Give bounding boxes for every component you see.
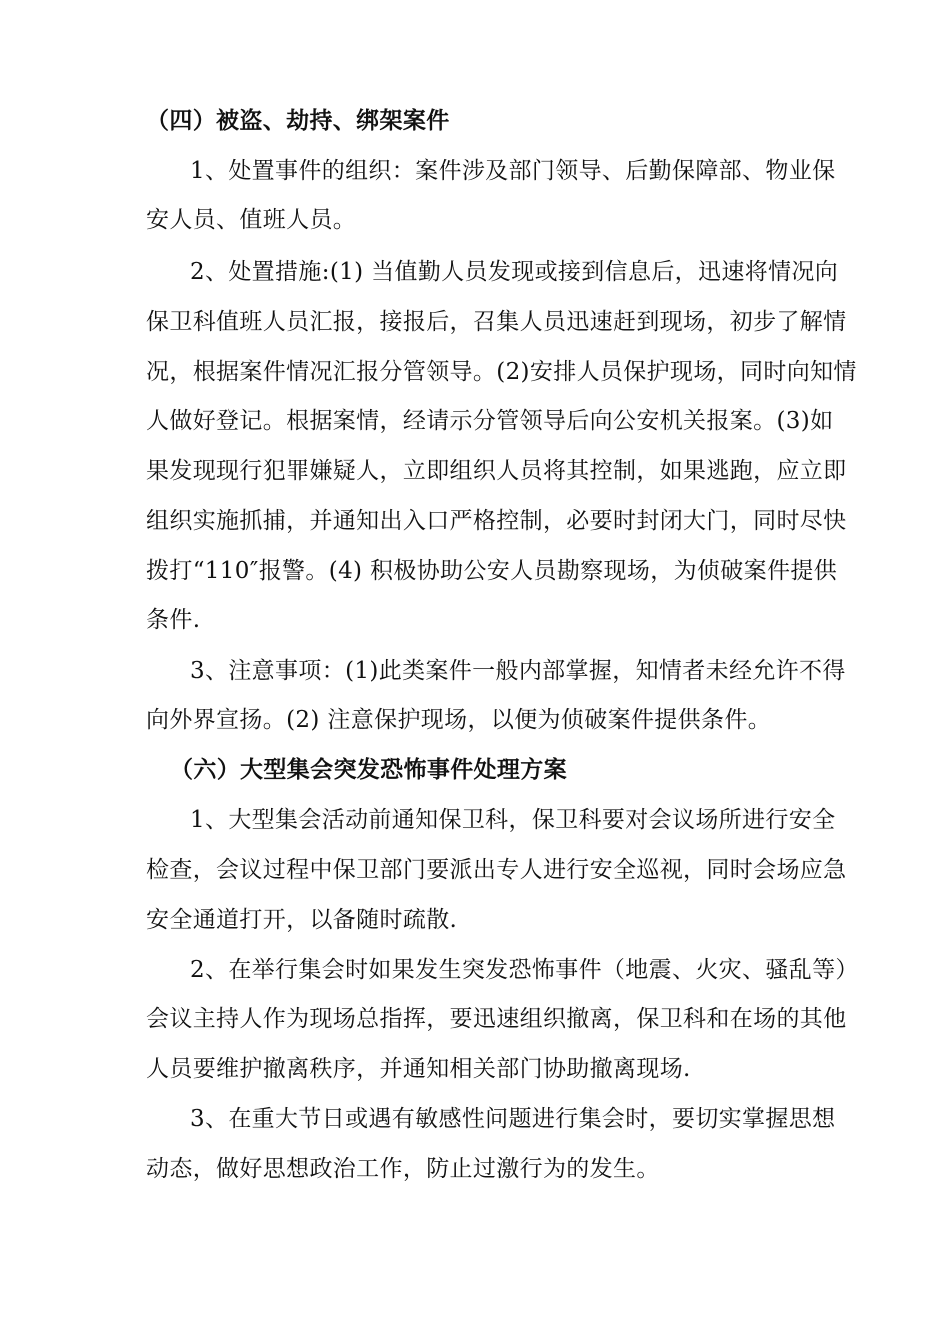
paragraph-line: 安人员、值班人员。 [146,207,357,233]
paragraph-line: 3、在重大节日或遇有敏感性问题进行集会时，要切实掌握思想 [190,1106,836,1132]
paragraph-line: 拨打“110″报警。(4) 积极协助公安人员勘察现场，为侦破案件提供 [146,558,838,584]
section-six-heading: （六）大型集会突发恐怖事件处理方案 [170,756,567,783]
paragraph-line: 2、在举行集会时如果发生突发恐怖事件（地震、火灾、骚乱等） [190,957,859,983]
paragraph-line: 会议主持人作为现场总指挥，要迅速组织撤离，保卫科和在场的其他 [146,1006,847,1032]
paragraph-line: 1、大型集会活动前通知保卫科，保卫科要对会议场所进行安全 [190,807,836,833]
paragraph-line: 人员要维护撤离秩序，并通知相关部门协助撤离现场. [146,1056,691,1082]
section-four-heading: （四）被盗、劫持、绑架案件 [146,107,450,134]
paragraph-line: 向外界宣扬。(2) 注意保护现场，以便为侦破案件提供条件。 [146,707,772,733]
paragraph-line: 条件. [146,607,201,633]
paragraph-line: 果发现现行犯罪嫌疑人，立即组织人员将其控制，如果逃跑，应立即 [146,458,847,484]
paragraph-line: 况，根据案件情况汇报分管领导。(2)安排人员保护现场，同时向知情 [146,359,857,385]
paragraph-line: 3、注意事项：(1)此类案件一般内部掌握，知情者未经允许不得 [190,658,846,684]
paragraph-line: 安全通道打开，以备随时疏散. [146,907,458,933]
paragraph-line: 保卫科值班人员汇报，接报后，召集人员迅速赶到现场，初步了解情 [146,309,847,335]
paragraph-line: 组织实施抓捕，并通知出入口严格控制，必要时封闭大门，同时尽快 [146,508,847,534]
paragraph-line: 检查，会议过程中保卫部门要派出专人进行安全巡视，同时会场应急 [146,857,847,883]
paragraph-line: 2、处置措施:(1) 当值勤人员发现或接到信息后，迅速将情况向 [190,259,839,285]
paragraph-line: 动态，做好思想政治工作，防止过激行为的发生。 [146,1156,660,1182]
paragraph-line: 1、处置事件的组织：案件涉及部门领导、后勤保障部、物业保 [190,158,836,184]
paragraph-line: 人做好登记。根据案情，经请示分管领导后向公安机关报案。(3)如 [146,408,834,434]
